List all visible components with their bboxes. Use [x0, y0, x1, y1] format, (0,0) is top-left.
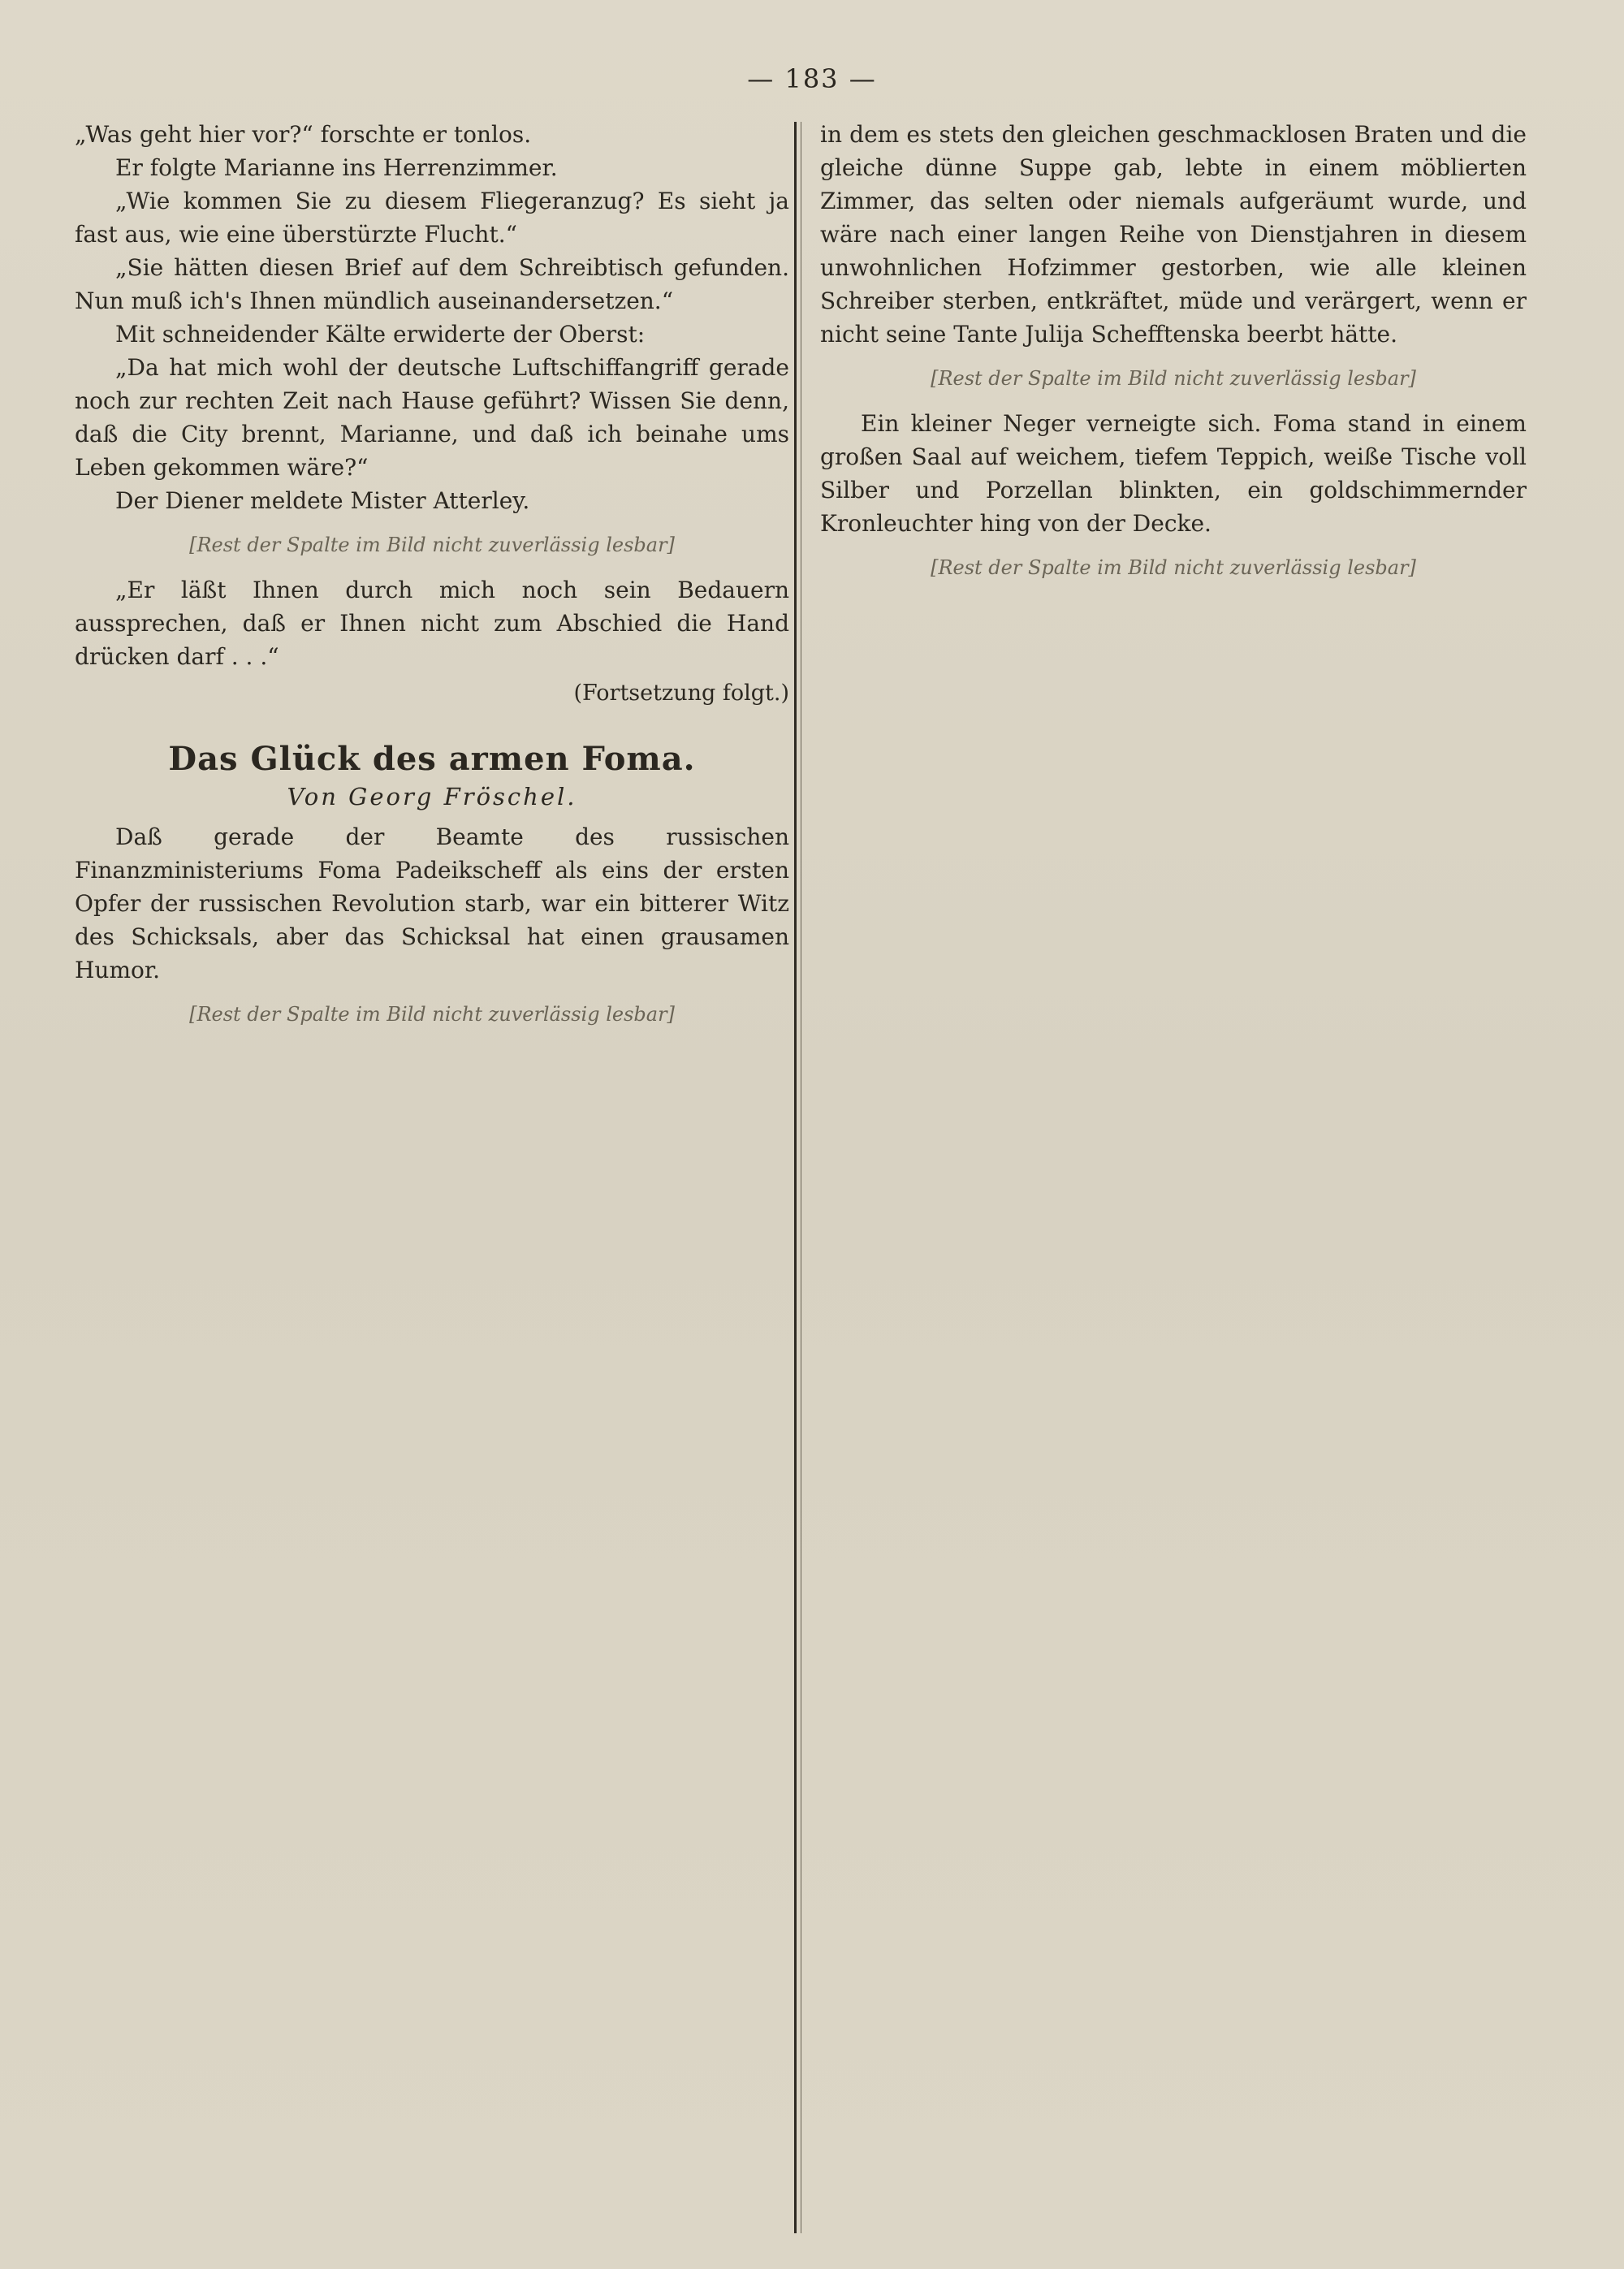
paragraph: Er folgte Marianne ins Herrenzimmer.: [115, 154, 558, 181]
story-title: Das Glück des armen Foma.: [168, 740, 696, 778]
paragraph: Ein kleiner Neger verneigte sich. Foma stand in einem großen Saal auf weichem, tiefem Teppich, weiße Tische voll Silber und Porzellan blinkten, ein goldschimmernder Kronleuchter hing von der Decke.: [820, 410, 1527, 537]
omission-note: [Rest der Spalte im Bild nicht zuverlässig lesbar]: [189, 534, 675, 556]
paragraph: „Was geht hier vor?“ forschte er tonlos.: [75, 121, 532, 148]
omission-note: [Rest der Spalte im Bild nicht zuverlässig lesbar]: [931, 556, 1416, 579]
paragraph: Der Diener meldete Mister Atterley.: [115, 487, 530, 514]
left-column: [75, 118, 789, 1043]
paragraph: „Da hat mich wohl der deutsche Luftschiffangriff gerade noch zur rechten Zeit nach Hause geführt? Wissen Sie denn, daß die City brennt, Marianne, und daß ich beinahe ums Leben gekommen wäre?“: [75, 354, 789, 481]
paragraph: Mit schneidender Kälte erwiderte der Oberst:: [115, 321, 646, 348]
column-divider: [794, 122, 797, 2233]
paragraph: „Wie kommen Sie zu diesem Fliegeranzug? Es sieht ja fast aus, wie eine überstürzte Flucht.“: [75, 188, 789, 248]
paragraph: in dem es stets den gleichen geschmacklosen Braten und die gleiche dünne Suppe gab, lebte in einem möblierten Zimmer, das selten oder niemals aufgeräumt wurde, und wäre nach einer langen Reihe von Dienstjahren in diesem unwohnlichen Hofzimmer gestorben, wie alle kleinen Schreiber sterben, entkräftet, müde und verärgert, wenn er nicht seine Tante Julija Schefftenska beerbt hätte.: [820, 121, 1527, 348]
paragraph: Daß gerade der Beamte des russischen Finanzministeriums Foma Padeikscheff als eins der ersten Opfer der russischen Revolution starb, war ein bitterer Witz des Schicksals, aber das Schicksal hat einen grausamen Humor.: [75, 823, 789, 983]
paragraph: „Sie hätten diesen Brief auf dem Schreibtisch gefunden. Nun muß ich's Ihnen mündlich auseinandersetzen.“: [75, 254, 789, 314]
omission-note: [Rest der Spalte im Bild nicht zuverlässig lesbar]: [189, 1003, 675, 1026]
page-number: — 183 —: [747, 63, 877, 94]
right-column: [820, 118, 1527, 596]
paragraph: „Er läßt Ihnen durch mich noch sein Bedauern aussprechen, daß er Ihnen nicht zum Abschied die Hand drücken darf . . .“: [75, 577, 789, 670]
omission-note: [Rest der Spalte im Bild nicht zuverlässig lesbar]: [931, 367, 1416, 390]
story-author: Von Georg Fröschel.: [287, 783, 577, 810]
continuation-note: (Fortsetzung folgt.): [573, 681, 789, 706]
